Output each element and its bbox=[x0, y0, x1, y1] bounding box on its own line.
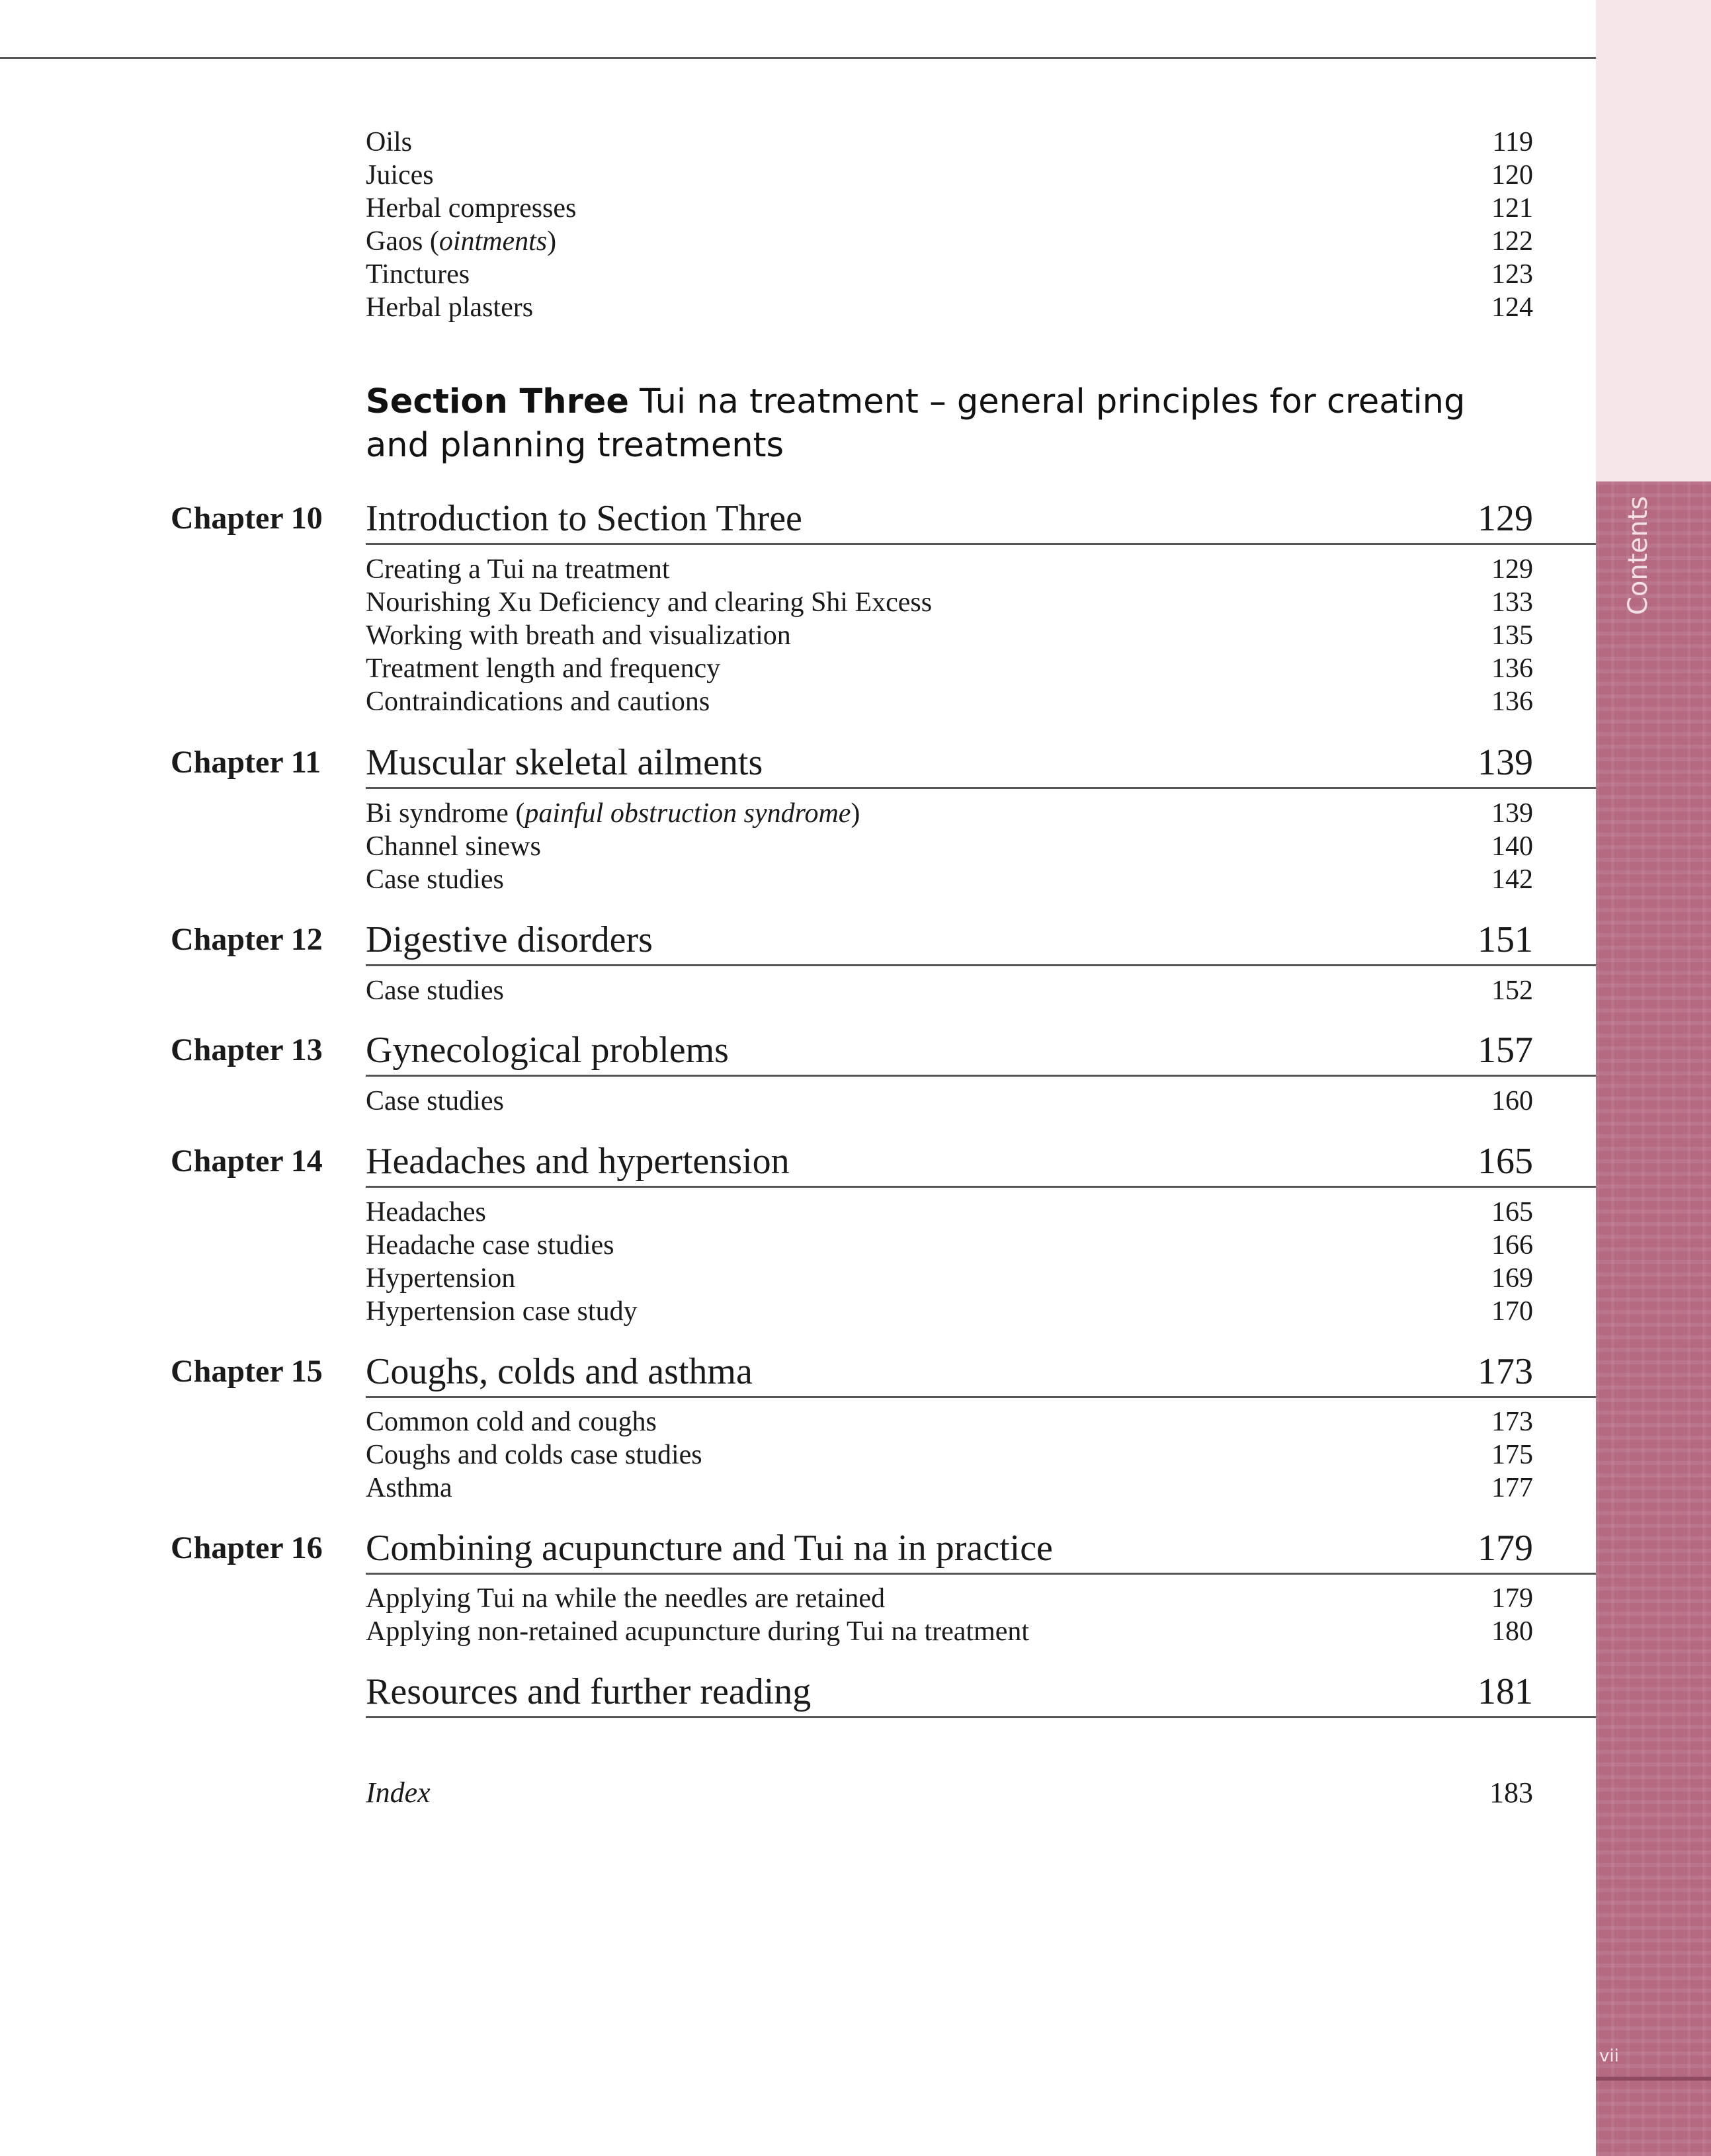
chapter-page: 179 bbox=[1478, 1528, 1533, 1569]
toc-entry[interactable] bbox=[366, 159, 1533, 192]
toc-entry-page: 122 bbox=[1491, 226, 1533, 257]
toc-entry-title: Treatment length and frequency bbox=[366, 653, 721, 684]
toc-entry-title: Hypertension case study bbox=[366, 1296, 638, 1327]
toc-entry-page: 124 bbox=[1491, 292, 1533, 323]
toc-entry[interactable] bbox=[366, 1085, 1533, 1118]
toc-entry-page: 123 bbox=[1491, 259, 1533, 290]
chapter-label: Chapter 11 bbox=[171, 745, 321, 780]
toc-entry-page: 140 bbox=[1491, 831, 1533, 862]
section-heading bbox=[366, 380, 1490, 468]
toc-entry-title: Working with breath and visualization bbox=[366, 620, 791, 651]
chapter-title: Coughs, colds and asthma bbox=[366, 1351, 753, 1392]
index-title: Index bbox=[366, 1776, 431, 1809]
index-entry[interactable] bbox=[366, 1774, 1533, 1811]
resources-page: 181 bbox=[1478, 1671, 1533, 1712]
chapter-heading[interactable] bbox=[366, 1140, 1596, 1188]
toc-entry[interactable] bbox=[366, 291, 1533, 324]
toc-entry-title: Asthma bbox=[366, 1473, 452, 1503]
chapter-page: 165 bbox=[1478, 1141, 1533, 1182]
toc-entry[interactable] bbox=[366, 1582, 1533, 1615]
toc-entry-title: Hypertension bbox=[366, 1263, 516, 1294]
toc-entry-title: Applying Tui na while the needles are retained bbox=[366, 1583, 885, 1614]
toc-entry-title: Bi syndrome (painful obstruction syndrome) bbox=[366, 798, 860, 829]
toc-entry-page: 142 bbox=[1491, 864, 1533, 895]
resources-heading[interactable] bbox=[366, 1670, 1596, 1718]
toc-entry[interactable] bbox=[366, 1229, 1533, 1262]
toc-entry-title: Juices bbox=[366, 160, 434, 190]
side-tab-upper bbox=[1596, 0, 1711, 481]
toc-entry[interactable] bbox=[366, 685, 1533, 718]
toc-entry-page: 169 bbox=[1491, 1263, 1533, 1294]
toc-entry-page: 177 bbox=[1491, 1473, 1533, 1503]
toc-entry-title: Contraindications and cautions bbox=[366, 686, 710, 717]
section-label: Section Three bbox=[366, 382, 629, 421]
toc-entry-title: Case studies bbox=[366, 975, 504, 1006]
toc-entry-title: Nourishing Xu Deficiency and clearing Shi Excess bbox=[366, 587, 933, 618]
toc-entry-title: Headache case studies bbox=[366, 1230, 614, 1261]
toc-entry-page: 170 bbox=[1491, 1296, 1533, 1327]
toc-entry-page: 179 bbox=[1491, 1583, 1533, 1614]
chapter-heading[interactable] bbox=[366, 918, 1596, 966]
chapter-title: Introduction to Section Three bbox=[366, 498, 802, 539]
chapter-title: Gynecological problems bbox=[366, 1030, 729, 1071]
toc-entry[interactable] bbox=[366, 1472, 1533, 1505]
chapter-heading[interactable] bbox=[366, 1028, 1596, 1077]
side-tab-label bbox=[1626, 560, 1651, 615]
side-tab-strip bbox=[1596, 481, 1711, 2156]
toc-entry[interactable] bbox=[366, 863, 1533, 896]
chapter-heading[interactable] bbox=[366, 1350, 1596, 1398]
index-page: 183 bbox=[1489, 1776, 1533, 1809]
chapter-label: Chapter 16 bbox=[171, 1530, 323, 1565]
toc-entry[interactable] bbox=[366, 225, 1533, 258]
toc-entry-page: 136 bbox=[1491, 686, 1533, 717]
toc-entry-title: Channel sinews bbox=[366, 831, 541, 862]
toc-entry-title: Coughs and colds case studies bbox=[366, 1440, 702, 1470]
chapter-title: Digestive disorders bbox=[366, 919, 653, 960]
toc-entry-title: Gaos (ointments) bbox=[366, 226, 557, 257]
toc-entry-title: Applying non-retained acupuncture during Tui na treatment bbox=[366, 1616, 1030, 1647]
chapter-label: Chapter 13 bbox=[171, 1032, 323, 1067]
chapter-page: 173 bbox=[1478, 1351, 1533, 1392]
toc-entry-page: 119 bbox=[1492, 127, 1533, 157]
chapter-heading[interactable] bbox=[366, 497, 1596, 545]
toc-entry[interactable] bbox=[366, 586, 1533, 619]
side-tab-band bbox=[1596, 2077, 1711, 2081]
toc-entry[interactable] bbox=[366, 1262, 1533, 1295]
toc-entry-page: 165 bbox=[1491, 1197, 1533, 1227]
toc-entry[interactable] bbox=[366, 1405, 1533, 1438]
chapter-page: 129 bbox=[1478, 498, 1533, 539]
toc-entry-page: 160 bbox=[1491, 1086, 1533, 1116]
toc-entry[interactable] bbox=[366, 652, 1533, 685]
chapter-page: 139 bbox=[1478, 742, 1533, 783]
toc-entry-title: Common cold and coughs bbox=[366, 1407, 657, 1437]
chapter-label: Chapter 10 bbox=[171, 501, 323, 536]
toc-entry-title: Oils bbox=[366, 127, 413, 157]
toc-entry-page: 152 bbox=[1491, 975, 1533, 1006]
toc-entry[interactable] bbox=[366, 1295, 1533, 1328]
toc-entry-title: Case studies bbox=[366, 1086, 504, 1116]
toc-entry-page: 180 bbox=[1491, 1616, 1533, 1647]
toc-entry-page: 166 bbox=[1491, 1230, 1533, 1261]
toc-entry-title: Herbal compresses bbox=[366, 193, 577, 224]
toc-entry[interactable] bbox=[366, 1615, 1533, 1648]
toc-entry[interactable] bbox=[366, 619, 1533, 652]
chapter-title: Muscular skeletal ailments bbox=[366, 742, 763, 783]
toc-entry-title: Headaches bbox=[366, 1197, 486, 1227]
toc-entry-page: 121 bbox=[1491, 193, 1533, 224]
toc-entry-title: Tinctures bbox=[366, 259, 470, 290]
chapter-page: 151 bbox=[1478, 919, 1533, 960]
toc-entry-page: 133 bbox=[1491, 587, 1533, 618]
toc-entry-title: Case studies bbox=[366, 864, 504, 895]
toc-entry[interactable] bbox=[366, 974, 1533, 1007]
toc-entry[interactable] bbox=[366, 1196, 1533, 1229]
chapter-label: Chapter 12 bbox=[171, 922, 323, 957]
toc-entry-page: 120 bbox=[1491, 160, 1533, 190]
toc-entry-title: Herbal plasters bbox=[366, 292, 534, 323]
toc-entry[interactable] bbox=[366, 192, 1533, 225]
toc-entry-page: 175 bbox=[1491, 1440, 1533, 1470]
toc-entry-page: 135 bbox=[1491, 620, 1533, 651]
resources-title: Resources and further reading bbox=[366, 1671, 812, 1712]
chapter-heading[interactable] bbox=[366, 1526, 1596, 1575]
chapter-label: Chapter 14 bbox=[171, 1143, 323, 1179]
chapter-heading[interactable] bbox=[366, 741, 1596, 789]
header-rule bbox=[0, 57, 1596, 59]
toc-entry[interactable] bbox=[366, 797, 1533, 830]
section-title: Tui na treatment – general principles for creating and planning treatments bbox=[366, 382, 1466, 465]
chapter-title: Headaches and hypertension bbox=[366, 1141, 790, 1182]
chapter-label: Chapter 15 bbox=[171, 1354, 323, 1389]
toc-entry-page: 139 bbox=[1491, 798, 1533, 829]
toc-entry-page: 129 bbox=[1491, 554, 1533, 585]
toc-entry[interactable] bbox=[366, 830, 1533, 863]
toc-entry[interactable] bbox=[366, 126, 1533, 159]
toc-entry[interactable] bbox=[366, 553, 1533, 586]
toc-entry-page: 173 bbox=[1491, 1407, 1533, 1437]
toc-entry-title: Creating a Tui na treatment bbox=[366, 554, 670, 585]
toc-entry-page: 136 bbox=[1491, 653, 1533, 684]
toc-entry[interactable] bbox=[366, 1438, 1533, 1472]
page-folio: vii bbox=[1599, 2046, 1619, 2066]
toc-entry[interactable] bbox=[366, 258, 1533, 291]
chapter-title: Combining acupuncture and Tui na in practice bbox=[366, 1528, 1053, 1569]
chapter-page: 157 bbox=[1478, 1030, 1533, 1071]
